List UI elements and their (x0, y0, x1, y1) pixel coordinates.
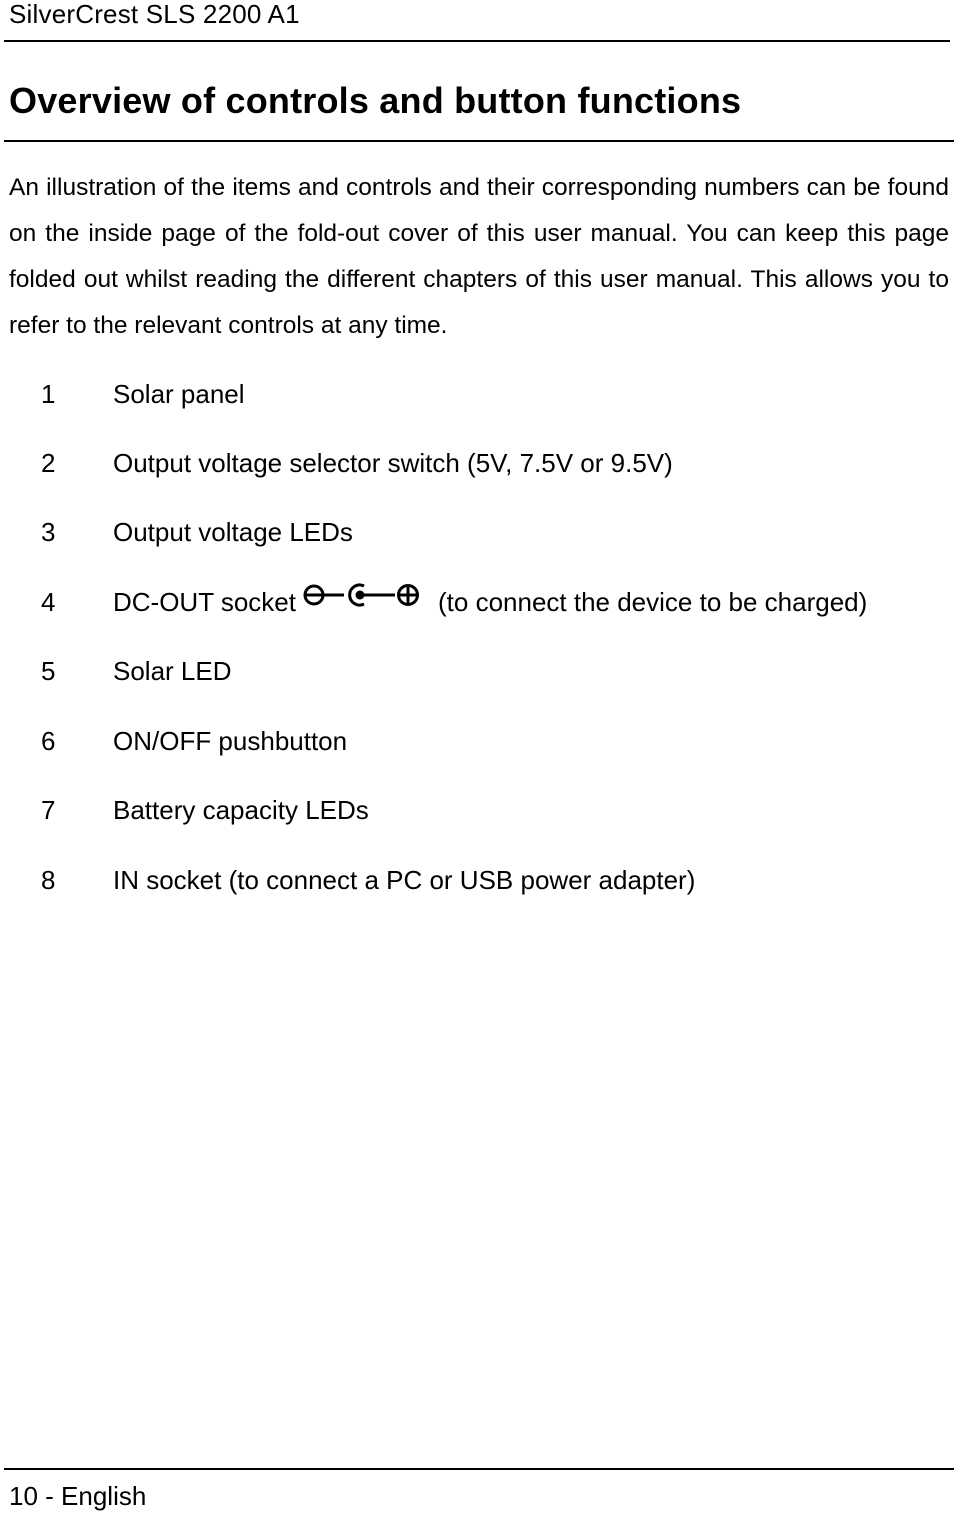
item-number: 5 (41, 656, 56, 686)
item-label: IN socket (to connect a PC or USB power adapter) (113, 865, 696, 895)
intro-paragraph: An illustration of the items and controls and their corresponding numbers can be found on the inside page of the fold-out cover of this user manual. You can keep this page folded out whilst reading the different chapters of this user manual. This allows you to refer to the relevant controls at any time. (9, 174, 949, 339)
item-number: 4 (41, 587, 56, 617)
item-number: 2 (41, 448, 56, 478)
item-label-suffix: (to connect the device to be charged) (438, 587, 868, 617)
manual-product-title: SilverCrest SLS 2200 A1 (9, 0, 300, 29)
heading-divider (4, 140, 954, 142)
item-number: 1 (41, 379, 56, 409)
page-number-label: 10 - English (9, 1481, 147, 1511)
item-label: Solar panel (113, 379, 245, 409)
section-heading: Overview of controls and button functions (9, 80, 742, 121)
item-number: 7 (41, 795, 56, 825)
item-label: ON/OFF pushbutton (113, 726, 348, 756)
item-number: 3 (41, 517, 56, 547)
header-divider (4, 40, 950, 42)
item-label: Output voltage selector switch (5V, 7.5V or 9.5V) (113, 448, 673, 478)
dc-polarity-icon (302, 580, 430, 616)
item-number: 6 (41, 726, 56, 756)
item-label-with-icon (113, 582, 867, 622)
item-label: DC-OUT socket (113, 587, 296, 617)
item-label: Battery capacity LEDs (113, 795, 369, 825)
item-label: Output voltage LEDs (113, 517, 353, 547)
item-label: Solar LED (113, 656, 232, 686)
footer-divider (4, 1468, 954, 1470)
item-number: 8 (41, 865, 56, 895)
